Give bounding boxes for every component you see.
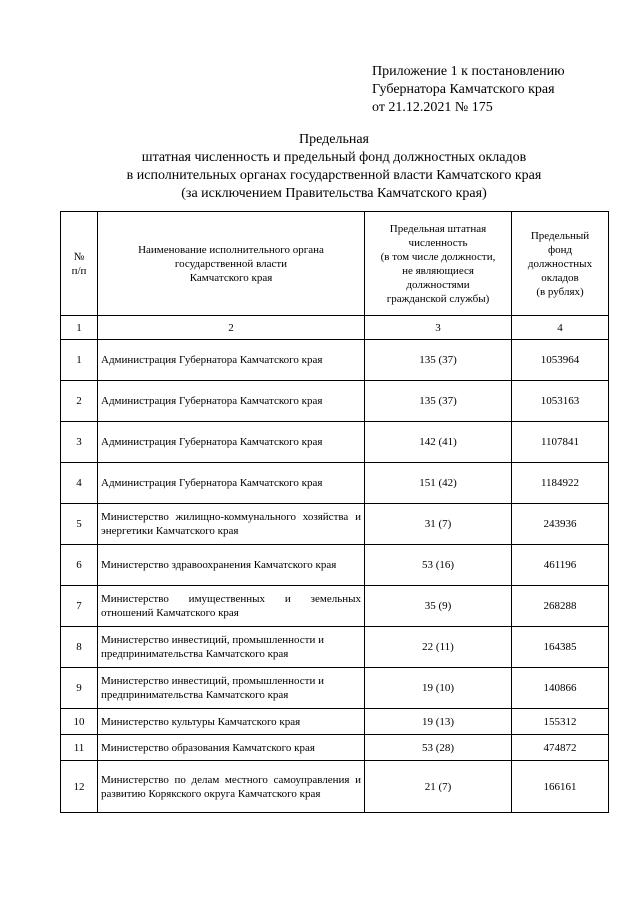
table-row [61,586,609,627]
row-staff: 53 (16) [365,545,512,586]
appendix-line: от 21.12.2021 № 175 [372,100,493,115]
row-num: 10 [61,709,98,735]
row-num: 7 [61,586,98,627]
table-row [61,668,609,709]
table-header-row [61,212,609,316]
column-number-row [61,316,609,340]
title-line: штатная численность и предельный фонд должностных окладов [141,150,527,165]
table-row [61,381,609,422]
appendix-line: Приложение 1 к постановлению [372,64,565,79]
row-fund: 268288 [512,586,609,627]
title-line: в исполнительных органах государственной власти Камчатского края [126,168,542,183]
column-number: 3 [365,316,512,340]
table-row [61,709,609,735]
row-name: Администрация Губернатора Камчатского края [98,340,365,381]
document-title [60,131,608,203]
row-staff: 19 (10) [365,668,512,709]
row-fund: 140866 [512,668,609,709]
row-staff: 142 (41) [365,422,512,463]
staff-table [60,211,609,813]
row-name: Министерство по делам местного самоуправления и развитию Корякского округа Камчатского края [98,761,365,813]
row-name: Администрация Губернатора Камчатского края [98,463,365,504]
row-staff: 22 (11) [365,627,512,668]
row-fund: 474872 [512,735,609,761]
row-name: Министерство инвестиций, промышленности и предпринимательства Камчатского края [98,627,365,668]
row-num: 2 [61,381,98,422]
row-staff: 53 (28) [365,735,512,761]
row-num: 6 [61,545,98,586]
row-num: 8 [61,627,98,668]
header-staff: Предельная штатная численность (в том числе должности, не являющиеся должностями гражданской службы) [365,212,512,316]
header-fund: Предельный фонд должностных окладов (в рублях) [512,212,609,316]
row-name: Министерство инвестиций, промышленности и предпринимательства Камчатского края [98,668,365,709]
row-num: 12 [61,761,98,813]
row-fund: 155312 [512,709,609,735]
row-num: 3 [61,422,98,463]
title-line: (за исключением Правительства Камчатского края) [181,186,487,201]
row-staff: 35 (9) [365,586,512,627]
row-name: Администрация Губернатора Камчатского края [98,381,365,422]
table-row [61,504,609,545]
row-name: Министерство здравоохранения Камчатского края [98,545,365,586]
row-fund: 1053964 [512,340,609,381]
column-number: 4 [512,316,609,340]
row-name: Министерство жилищно-коммунального хозяйства и энергетики Камчатского края [98,504,365,545]
row-fund: 1107841 [512,422,609,463]
row-name: Администрация Губернатора Камчатского края [98,422,365,463]
header-num: № п/п [61,212,98,316]
row-fund: 1184922 [512,463,609,504]
row-fund: 243936 [512,504,609,545]
appendix-line: Губернатора Камчатского края [372,82,555,97]
row-staff: 19 (13) [365,709,512,735]
row-name: Министерство культуры Камчатского края [98,709,365,735]
column-number: 2 [98,316,365,340]
header-name: Наименование исполнительного органа государственной власти Камчатского края [98,212,365,316]
row-staff: 31 (7) [365,504,512,545]
row-fund: 1053163 [512,381,609,422]
column-number: 1 [61,316,98,340]
table-row [61,545,609,586]
table-row [61,340,609,381]
row-staff: 21 (7) [365,761,512,813]
row-num: 4 [61,463,98,504]
table-row [61,422,609,463]
row-num: 11 [61,735,98,761]
row-fund: 461196 [512,545,609,586]
row-staff: 135 (37) [365,381,512,422]
appendix-block [372,63,622,117]
row-staff: 151 (42) [365,463,512,504]
table-row [61,627,609,668]
table-row [61,735,609,761]
table-row [61,463,609,504]
title-line: Предельная [299,132,369,147]
row-name: Министерство имущественных и земельных отношений Камчатского края [98,586,365,627]
row-fund: 164385 [512,627,609,668]
row-num: 5 [61,504,98,545]
row-name: Министерство образования Камчатского края [98,735,365,761]
row-staff: 135 (37) [365,340,512,381]
table-row [61,761,609,813]
row-fund: 166161 [512,761,609,813]
row-num: 1 [61,340,98,381]
row-num: 9 [61,668,98,709]
